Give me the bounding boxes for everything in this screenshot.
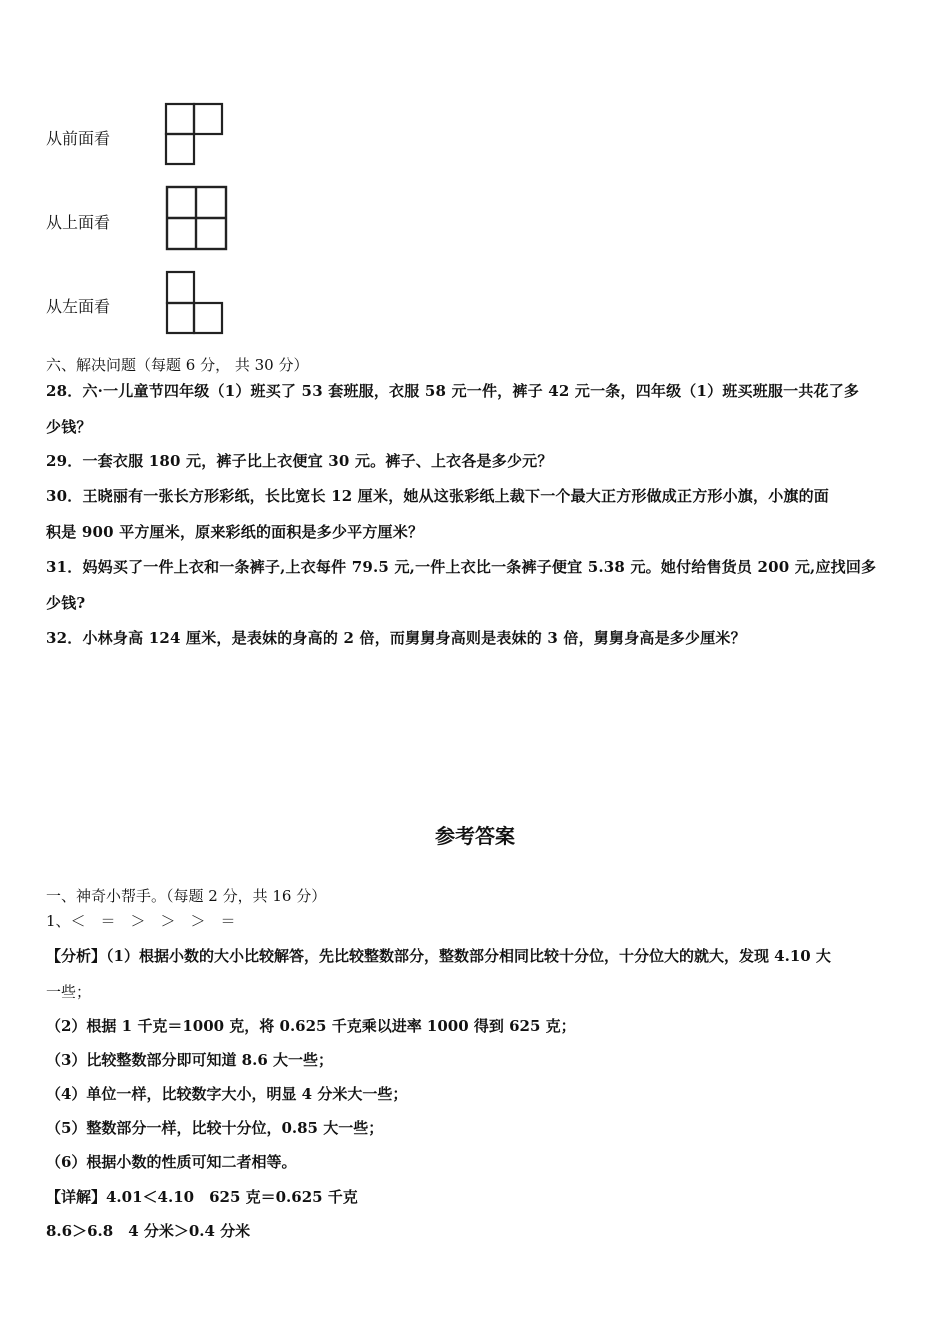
view-label-left: 从左面看 xyxy=(46,297,111,316)
analysis-point-2: （2）根据 1 千克＝1000 克，将 0.625 千克乘以进率 1000 得到 625 克； xyxy=(46,1017,576,1035)
detail-line1: 【详解】4.01＜4.10 625 克＝0.625 千克 xyxy=(46,1188,358,1206)
answer-1: 1、＜ ＝ ＞ ＞ ＞ ＝ xyxy=(46,912,236,930)
question-30-line2: 积是 900 平方厘米，原来彩纸的面积是多少平方厘米？ xyxy=(46,523,424,541)
view-label-front: 从前面看 xyxy=(46,129,111,148)
analysis-point-3: （3）比较整数部分即可知道 8.6 大一些； xyxy=(46,1051,333,1069)
question-31-line2: 少钱? xyxy=(46,594,86,612)
question-28-line1: 28．六·一儿童节四年级（1）班买了 53 套班服，衣服 58 元一件，裤子 42 元一条，四年级（1）班买班服一共花了多 xyxy=(46,382,860,400)
answers-section-1-heading: 一、神奇小帮手。（每题 2 分，共 16 分） xyxy=(46,887,327,905)
section-6-heading: 六、解决问题（每题 6 分， 共 30 分） xyxy=(46,356,309,374)
question-31-line1: 31．妈妈买了一件上衣和一条裤子,上衣每件 79.5 元,一件上衣比一条裤子便宜 5.38 元。她付给售货员 200 元,应找回多 xyxy=(46,558,877,576)
top-view-grid-icon xyxy=(160,182,232,254)
question-30-line1: 30．王晓丽有一张长方形彩纸，长比宽长 12 厘米，她从这张彩纸上裁下一个最大正方形做成正方形小旗，小旗的面 xyxy=(46,487,829,505)
analysis-line2: 一些； xyxy=(46,983,92,1001)
answers-title: 参考答案 xyxy=(435,824,515,848)
analysis-point-5: （5）整数部分一样，比较十分位，0.85 大一些； xyxy=(46,1119,384,1137)
front-view-grid-icon xyxy=(160,100,226,168)
view-label-top: 从上面看 xyxy=(46,213,111,232)
analysis-point-6: （6）根据小数的性质可知二者相等。 xyxy=(46,1153,297,1171)
question-28-line2: 少钱？ xyxy=(46,418,92,436)
analysis-point-4: （4）单位一样，比较数字大小，明显 4 分米大一些； xyxy=(46,1085,408,1103)
left-view-grid-icon xyxy=(160,268,228,338)
question-29: 29．一套衣服 180 元，裤子比上衣便宜 30 元。裤子、上衣各是多少元？ xyxy=(46,452,553,470)
analysis-line1: 【分析】（1）根据小数的大小比较解答，先比较整数部分，整数部分相同比较十分位，十分位大的就大，发现 4.10 大 xyxy=(46,947,831,965)
question-32: 32．小林身高 124 厘米，是表妹的身高的 2 倍，而舅舅身高则是表妹的 3 倍，舅舅身高是多少厘米？ xyxy=(46,629,746,647)
detail-line2: 8.6＞6.8 4 分米＞0.4 分米 xyxy=(46,1222,251,1240)
